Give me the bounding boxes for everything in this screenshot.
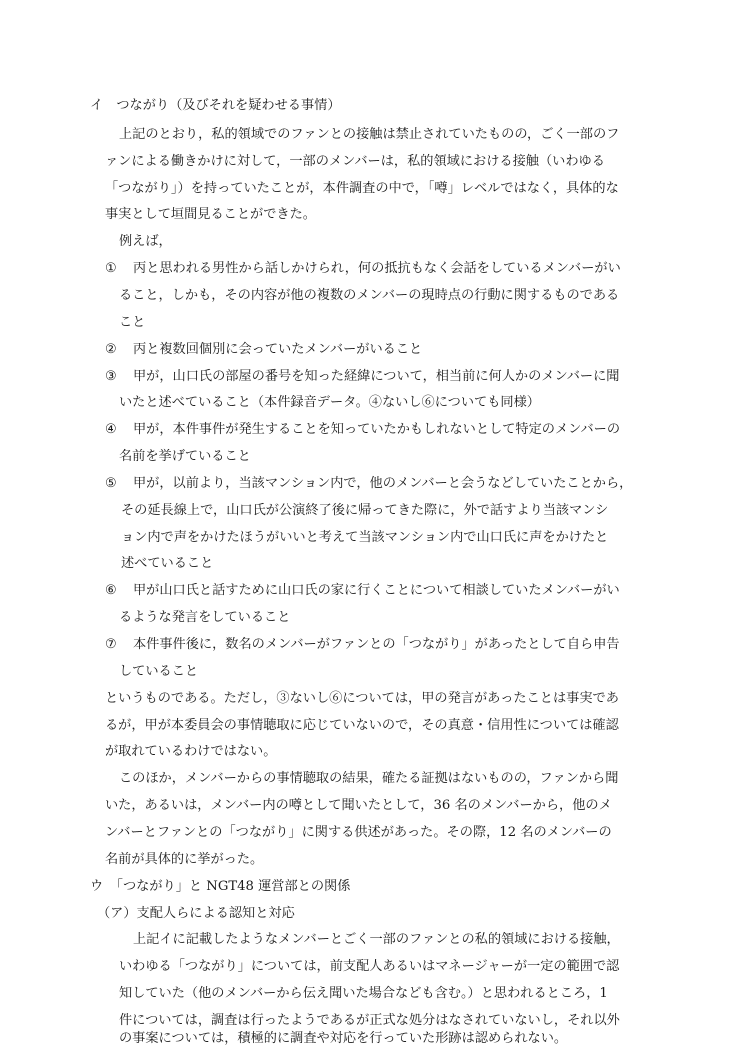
item-line: ョン内で声をかけたほうがいいと考えて当該マンション内で山口氏に声をかけたと (121, 529, 609, 545)
item-line: 名前を挙げていること (119, 449, 251, 465)
paragraph-line: 件については，調査は行ったようであるが正式な処分はなされていないし，それ以外 (119, 1013, 620, 1028)
item-line: その延長線上で，山口氏が公演終了後に帰ってきた際に，外で話すより当該マンシ (121, 502, 609, 518)
item-number: ④ (105, 422, 117, 438)
item-number: ⑤ (105, 475, 117, 491)
paragraph-line: 上記イに記載したようなメンバーとごく一部のファンとの私的領域における接触， (133, 932, 620, 948)
section-heading-i: イ つながり（及びそれを疑わせる事情） (90, 98, 341, 113)
item-number: ② (105, 341, 117, 357)
conclusion-line: が取れているわけではない。 (105, 744, 277, 760)
item-number: ① (105, 261, 117, 277)
item-line: ること，しかも，その内容が他の複数のメンバーの現時点の行動に関するものである (119, 287, 620, 303)
example-lead: 例えば， (119, 234, 172, 250)
item-line: していること (119, 663, 199, 679)
paragraph-line: いわゆる「つながり」については，前支配人あるいはマネージャーが一定の範囲で認 (119, 959, 620, 975)
paragraph-line: の事案については，積極的に調査や対応を行っていた形跡は認められない。 (119, 1031, 568, 1046)
intro-line: ァンによる働きかけに対して，一部のメンバーは，私的領域における接触（いわゆる (105, 153, 605, 169)
intro-line: 上記のとおり，私的領域でのファンとの接触は禁止されていたものの，ごく一部のフ (119, 126, 620, 142)
item-line: 甲が，山口氏の部屋の番号を知った経緯について，相当前に何人かのメンバーに聞 (133, 368, 620, 384)
item-line: 述べていること (121, 556, 214, 572)
item-number: ⑥ (105, 583, 117, 599)
conclusion-line: というものである。ただし，③ないし⑥については，甲の発言があったことは事実であ (105, 690, 619, 706)
item-line: 丙と複数回個別に会っていたメンバーがいること (133, 341, 423, 357)
item-line: るような発言をしていること (119, 610, 291, 626)
item-line: 甲が山口氏と話すために山口氏の家に行くことについて相談していたメンバーがい (133, 583, 620, 599)
item-line: 甲が，以前より，当該マンション内で，他のメンバーと会うなどしていたことから， (133, 475, 633, 491)
item-line: 本件事件後に，数名のメンバーがファンとの「つながり」があったとして自ら申告 (133, 637, 620, 653)
item-line: 甲が，本件事件が発生することを知っていたかもしれないとして特定のメンバーの (133, 422, 621, 438)
section-heading-u: ウ 「つながり」と NGT48 運営部との関係 (90, 878, 351, 894)
item-line: 丙と思われる男性から話しかけられ，何の抵抗もなく会話をしているメンバーがい (133, 261, 621, 277)
subsection-heading-a: （ア）支配人らによる認知と対応 (97, 905, 295, 921)
paragraph-line: 知していた（他のメンバーから伝え聞いた場合なども含む。）と思われるところ，1 (119, 986, 608, 1002)
intro-line: 「つながり」）を持っていたことが，本件調査の中で，「噂」レベルではなく，具体的な (105, 180, 619, 196)
paragraph-line: 名前が具体的に挙がった。 (105, 851, 264, 867)
paragraph-line: このほか，メンバーからの事情聴取の結果，確たる証拠はないものの，ファンから聞 (119, 771, 619, 787)
item-number: ③ (105, 368, 117, 384)
paragraph-line: いた，あるいは，メンバー内の噂として聞いたとして，36 名のメンバーから，他のメ (105, 798, 612, 814)
intro-line: 事実として垣間見ることができた。 (105, 207, 316, 223)
conclusion-line: るが，甲が本委員会の事情聴取に応じていないので，その真意・信用性については確認 (105, 717, 619, 733)
item-number: ⑦ (105, 637, 117, 653)
item-line: こと (119, 314, 146, 330)
item-line: いたと述べていること（本件録音データ。④ないし⑥についても同様） (119, 395, 540, 411)
paragraph-line: ンバーとファンとの「つながり」に関する供述があった。その際，12 名のメンバーの (105, 825, 612, 841)
